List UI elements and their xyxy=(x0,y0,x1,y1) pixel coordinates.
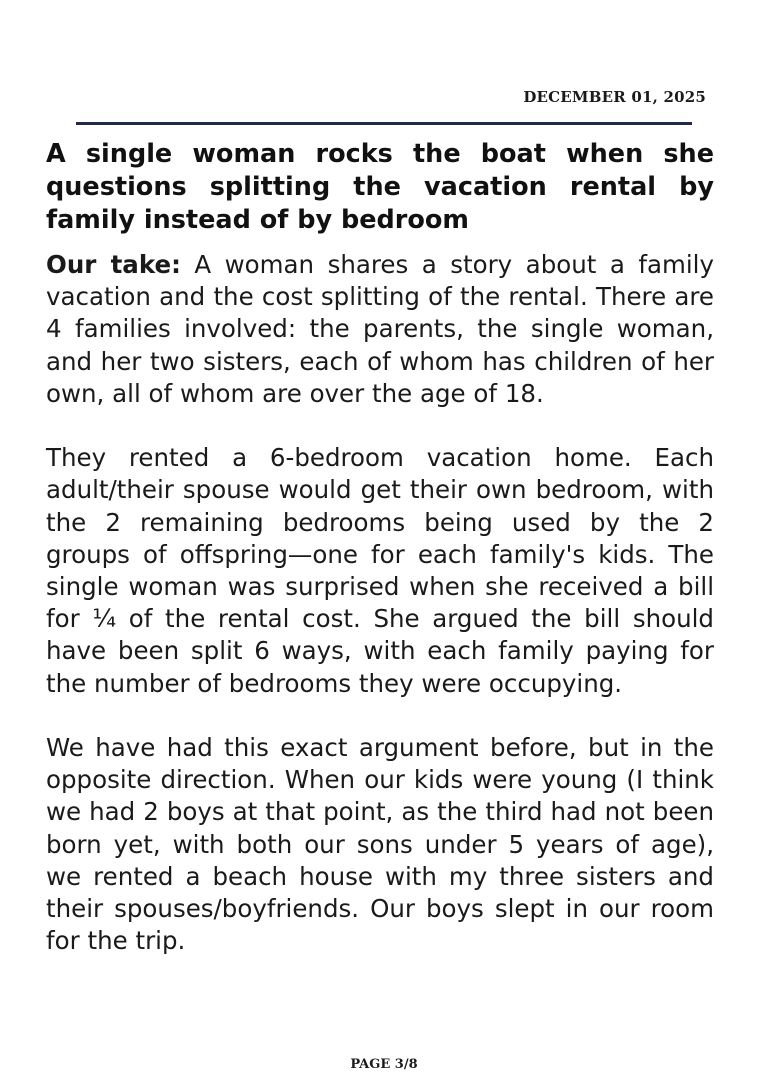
article-paragraph-2: They rented a 6-bedroom vacation home. Each adult/their spouse would get their own bedroom, with the 2 remaining bedrooms being used by the 2 groups of offspring—one for each family's kids. The single woman was surprised when she received a bill for ¼ of the rental cost. She argued the bill should have been split 6 ways, with each family paying for the number of bedrooms they were occupying. xyxy=(46,443,714,698)
page-number: PAGE 3/8 xyxy=(350,1057,418,1072)
article-paragraph-3: We have had this exact argument before, but in the opposite direction. When our kids were young (I think we had 2 boys at that point, as the third had not been born yet, with both our sons under 5 years of age), we rented a beach house with my three sisters and their spouses/boyfriends. Our boys slept in our room for the trip. xyxy=(46,733,714,956)
article-paragraph-1 xyxy=(46,249,714,410)
article-body xyxy=(46,249,714,990)
article-headline: A single woman rocks the boat when she questions splitting the vacation rental by family instead of by bedroom xyxy=(46,139,714,235)
header-divider xyxy=(76,122,692,125)
publication-date: DECEMBER 01, 2025 xyxy=(523,88,706,106)
paragraph-text: A woman shares a story about a family vacation and the cost splitting of the rental. There are 4 families involved: the parents, the single woman, and her two sisters, each of whom has children of her own, all of whom are over the age of 18. xyxy=(46,250,714,408)
lead-label: Our take: xyxy=(46,250,181,279)
